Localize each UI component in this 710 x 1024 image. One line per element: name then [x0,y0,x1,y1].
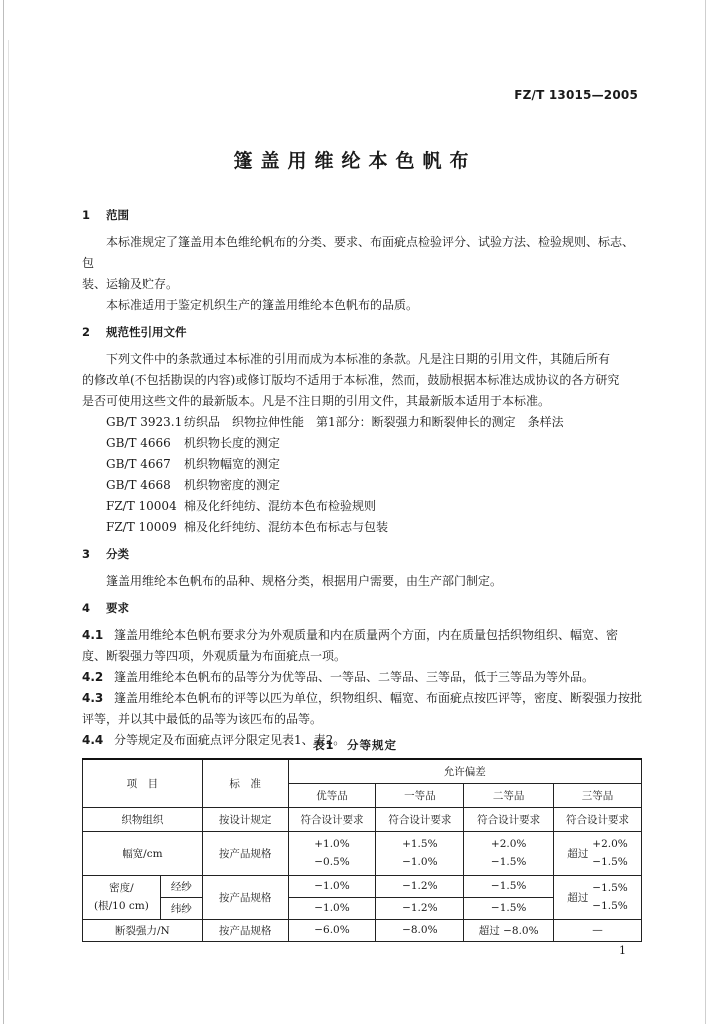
section-title: 要求 [106,601,129,615]
clause-4-2 [82,667,642,688]
table-cell: +1.5% −1.0% [376,831,464,875]
clause-number: 4.2 [82,670,104,684]
reference-code: GB/T 4667 [106,457,171,471]
grading-table [82,758,642,942]
paragraph: 是否可使用这些文件的最新版本。凡是不注日期的引用文件，其最新版本适用于本标准。 [82,394,551,408]
row-standard: 按产品规格 [202,831,288,875]
reference-title: 机织物长度的测定 [184,436,281,450]
row-sublabel: 纬纱 [160,897,202,919]
reference-code: GB/T 4668 [106,478,171,492]
reference-item [106,412,642,433]
table-cell: −1.5% [464,897,554,919]
section-4-heading [82,598,642,619]
document-title: 篷盖用维纶本色帆布 [233,150,477,172]
table-cell: −1.2% [376,875,464,897]
table-cell: −6.0% [288,919,376,941]
row-label: 幅宽/cm [83,831,203,875]
header-grade: 优等品 [288,783,376,807]
row-standard: 按产品规格 [202,875,288,919]
clause-text-cont: 度、断裂强力等四项，外观质量为布面疵点一项。 [82,649,347,663]
clause-number: 4.4 [82,733,104,747]
reference-code: GB/T 4666 [106,436,171,450]
row-sublabel: 经纱 [160,875,202,897]
reference-item [106,454,642,475]
section-number: 4 [82,601,91,615]
table-cell: 超过 +2.0% −1.5% [554,831,642,875]
clause-text-cont: 评等，并以其中最低的品等为该匹布的品等。 [82,712,323,726]
header-tolerance: 允许偏差 [288,759,641,783]
reference-title: 纺织品 织物拉伸性能 第1部分：断裂强力和断裂伸长的测定 条样法 [184,415,564,429]
reference-code: GB/T 3923.1 [106,415,183,429]
row-label: 断裂强力/N [83,919,203,941]
reference-title: 机织物幅宽的测定 [184,457,281,471]
paragraph: 的修改单(不包括勘误的内容)或修订版均不适用于本标准，然而，鼓励根据本标准达成协议的各方研究 [82,373,620,387]
header-item: 项 目 [83,759,203,807]
table-cell: −1.5% [464,875,554,897]
reference-title: 棉及化纤纯纺、混纺本色布标志与包装 [184,520,389,534]
paragraph: 本标准适用于鉴定机织生产的篷盖用维纶本色帆布的品质。 [106,298,419,312]
table-cell: −8.0% [376,919,464,941]
paragraph: 本标准规定了篷盖用本色维纶帆布的分类、要求、布面疵点检验评分、试验方法、检验规则、标志、包 [82,235,635,270]
section-number: 1 [82,208,91,222]
header-grade: 二等品 [464,783,554,807]
row-standard: 按产品规格 [202,919,288,941]
clause-4-3 [82,688,642,730]
row-label: 织物组织 [83,807,203,831]
reference-title: 棉及化纤纯纺、混纺本色布检验规则 [184,499,377,513]
section-3-heading [82,544,642,565]
scan-edge-left-inner [8,40,9,980]
section-title: 规范性引用文件 [106,325,187,339]
reference-item [106,496,642,517]
section-number: 3 [82,547,91,561]
paragraph: 装、运输及贮存。 [82,277,179,291]
table-cell: 超过 −8.0% [464,919,554,941]
table-cell: −1.2% [376,897,464,919]
reference-title: 机织物密度的测定 [184,478,281,492]
header-grade: 三等品 [554,783,642,807]
clause-text: 篷盖用维纶本色帆布的品等分为优等品、一等品、二等品、三等品，低于三等品为等外品。 [114,670,595,684]
header-standard: 标 准 [202,759,288,807]
table-cell: — [554,919,642,941]
table-cell: 符合设计要求 [554,807,642,831]
document-body [82,205,642,751]
clause-number: 4.3 [82,691,104,705]
clause-text: 分等规定及布面疵点评分限定见表1、表2。 [114,733,346,747]
table-cell: 超过 −1.5% −1.5% [554,875,642,919]
clause-text: 篷盖用维纶本色帆布的评等以匹为单位，织物组织、幅宽、布面疵点按匹评等，密度、断裂强力按批 [114,691,643,705]
table-cell: 符合设计要求 [464,807,554,831]
clause-text: 篷盖用维纶本色帆布要求分为外观质量和内在质量两个方面，内在质量包括织物组织、幅宽、密 [114,628,619,642]
table-cell: −1.0% [288,897,376,919]
clause-4-1 [82,625,642,667]
paragraph: 篷盖用维纶本色帆布的品种、规格分类，根据用户需要，由生产部门制定。 [106,574,503,588]
reference-item [106,433,642,454]
paragraph: 下列文件中的条款通过本标准的引用而成为本标准的条款。凡是注日期的引用文件，其随后所有 [106,352,611,366]
row-label: 密度/ (根/10 cm) [83,875,161,919]
table-cell: 符合设计要求 [288,807,376,831]
section-title: 分类 [106,547,129,561]
clause-number: 4.1 [82,628,104,642]
section-title: 范围 [106,208,129,222]
section-2-heading [82,322,642,343]
table-caption: 表1 分等规定 [312,738,397,752]
reference-code: FZ/T 10004 [106,499,177,513]
page-number: 1 [619,944,626,957]
row-standard: 按设计规定 [202,807,288,831]
header-grade: 一等品 [376,783,464,807]
reference-item [106,517,642,538]
reference-code: FZ/T 10009 [106,520,177,534]
table-cell: 符合设计要求 [376,807,464,831]
standard-code: FZ/T 13015—2005 [514,88,638,102]
reference-item [106,475,642,496]
section-number: 2 [82,325,91,339]
table-cell: +1.0% −0.5% [288,831,376,875]
table-cell: −1.0% [288,875,376,897]
table-cell: +2.0% −1.5% [464,831,554,875]
section-1-heading [82,205,642,226]
reference-list [82,412,642,538]
